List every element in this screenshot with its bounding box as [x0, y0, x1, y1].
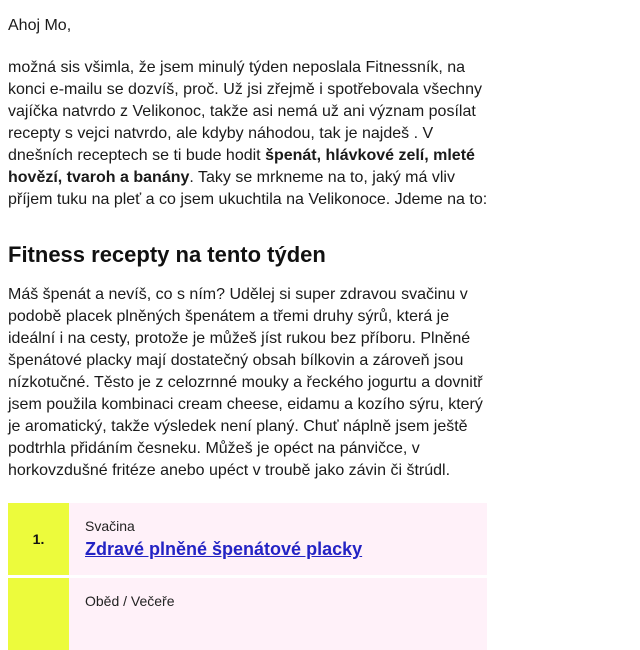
- recipe-row: [8, 503, 487, 575]
- intro-paragraph: [8, 57, 492, 211]
- recipe-row: [8, 578, 487, 650]
- recipe-category: Oběd / Večeře: [85, 593, 175, 609]
- recipe-number: [8, 578, 69, 650]
- section-paragraph: Máš špenát a nevíš, co s ním? Udělej si super zdravou svačinu v podobě placek plněných špenátem a třemi druhy sýrů, která je ideální i na cesty, protože je můžeš jíst rukou bez příboru. Plněné špenátové placky mají dostatečný obsah bílkovin a zároveň jsou nízkotučné. Těsto je z celozrnné mouky a řeckého jogurtu a dovnitř jsem použila kombinaci cream cheese, eidamu a kozího sýru, který je aromatický, takže výsledek není planý. Chuť náplně jsem ještě podtrhla přidáním česneku. Můžeš je opéct na pánvičce, v horkovzdušné fritéze anebo upéct v troubě jako závin či štrúdl.: [8, 286, 483, 479]
- section-heading: Fitness recepty na tento týden: [8, 242, 326, 267]
- recipe-link[interactable]: Zdravé plněné špenátové placky: [85, 539, 363, 559]
- greeting: Ahoj Mo,: [8, 17, 72, 34]
- intro-text-after: . Taky se mrkneme na to, jaký má vliv příjem tuku na pleť a co jsem ukuchtila na Velikonoce. Jdeme na to:: [8, 169, 488, 208]
- recipe-info: [85, 592, 175, 613]
- recipe-info: [85, 517, 362, 560]
- recipe-number: 1.: [8, 503, 69, 575]
- recipe-category: Svačina: [85, 518, 135, 534]
- intro-bold-ingredients: špenát, hlávkové zelí, mleté hovězí, tvaroh a banány: [8, 147, 475, 186]
- intro-text-before: možná sis všimla, že jsem minulý týden neposlala Fitnessník, na konci e-mailu se dozvíš, proč. Už jsi zřejmě i spotřebovala všechny vajíčka natvrdo z Velikonoc, takže asi nemá už ani význam posílat recepty s vejci natvrdo, ale kdyby náhodou, tak je najdeš . V dnešních receptech se ti bude hodit: [8, 59, 482, 164]
